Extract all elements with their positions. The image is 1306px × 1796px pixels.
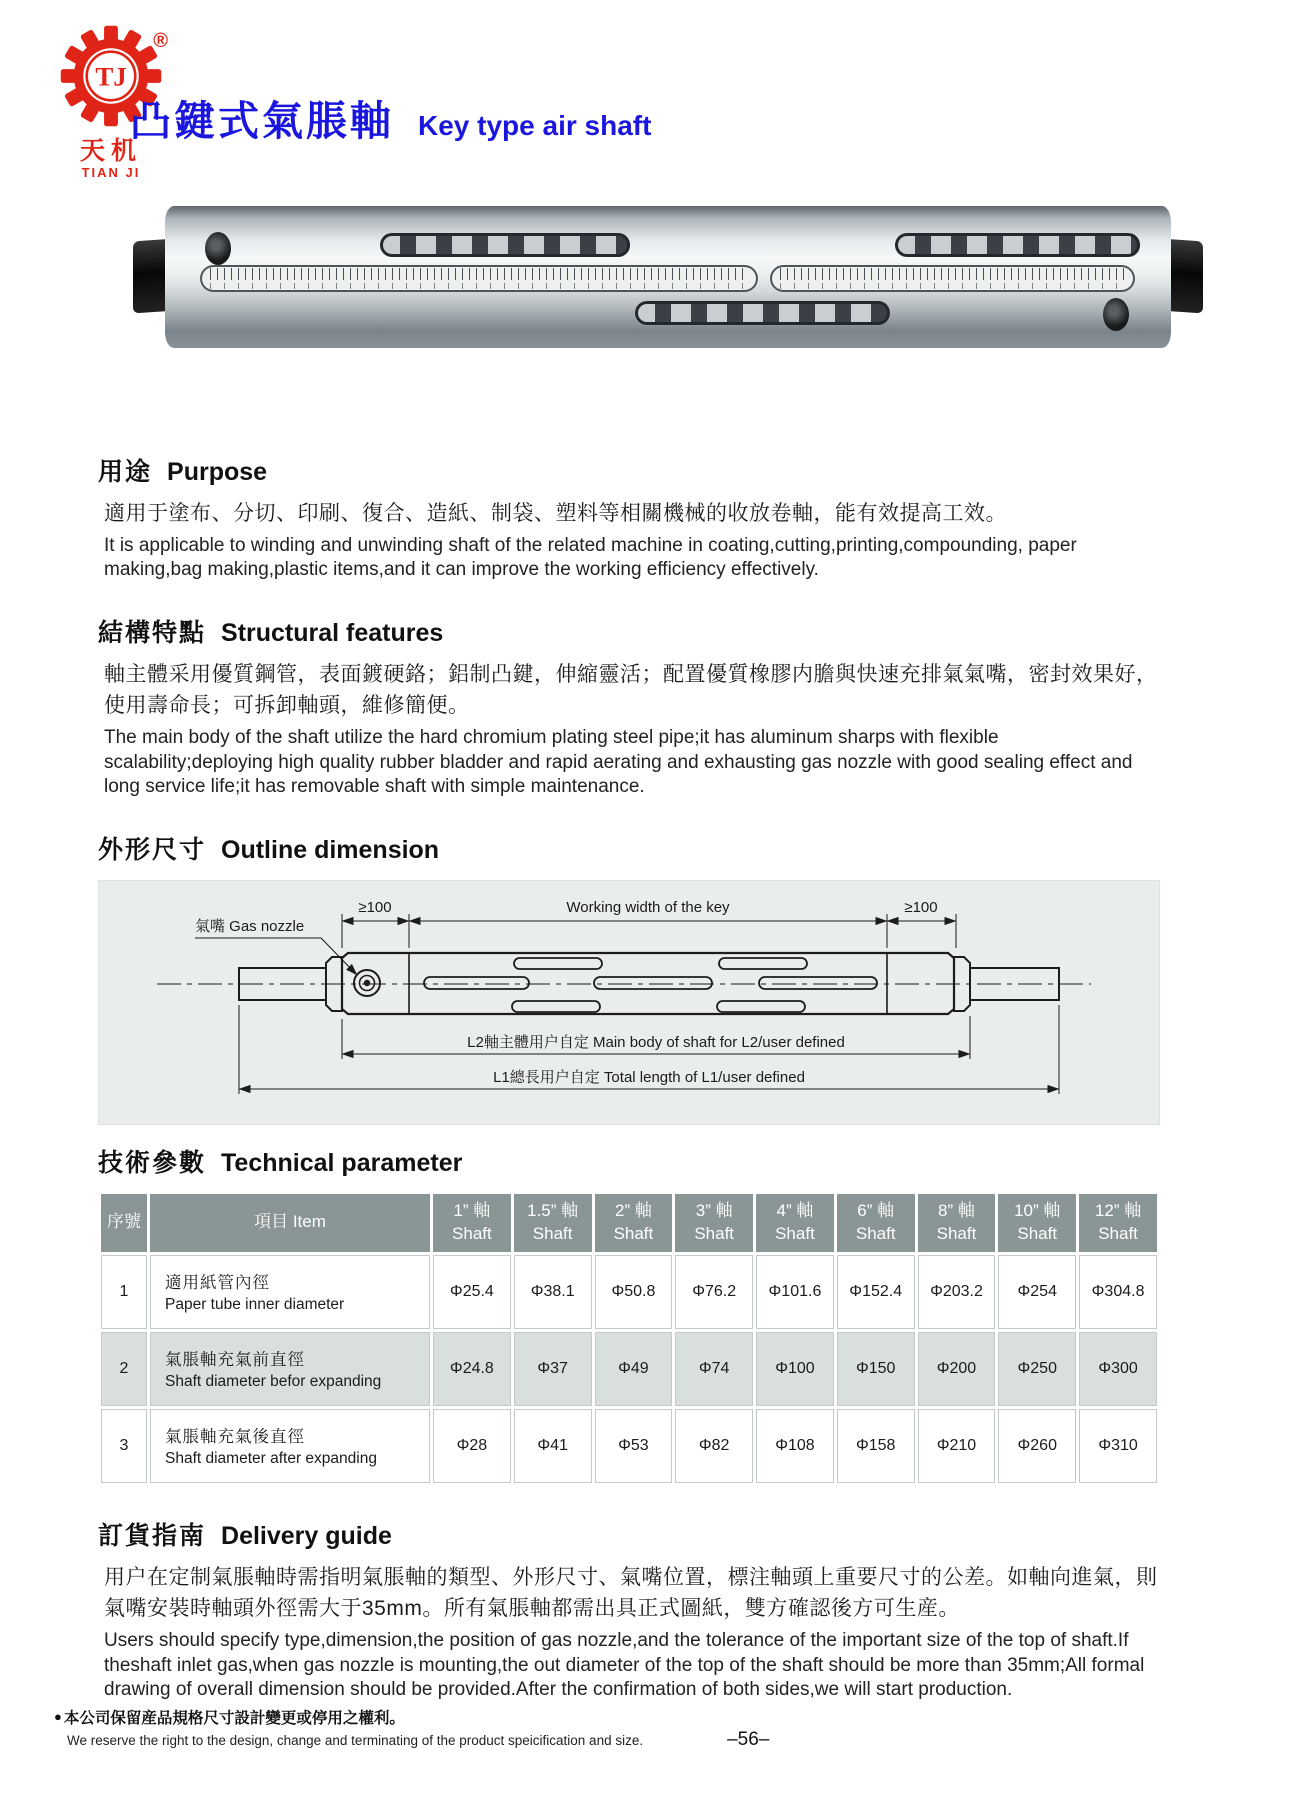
footer-note-cn — [54, 1706, 1264, 1728]
delivery-heading-cn: 訂貨指南 — [98, 1521, 207, 1550]
technical-heading-cn: 技術參數 — [98, 1148, 207, 1177]
column-header-shaft-4: 3” 軸 Shaft — [675, 1194, 753, 1252]
section-heading-structural — [98, 613, 1208, 649]
page-number: –56– — [727, 1729, 770, 1750]
cell-value: Φ150 — [837, 1332, 915, 1406]
page-title-en: Key type air shaft — [418, 110, 652, 141]
dim-left-label: ≥100 — [358, 898, 392, 916]
purpose-body-en: It is applicable to winding and unwinding shaft of the related machine in coating,cutting,printing,compounding, paper making,bag making,plastic items,and it can improve the working efficiency effectively. — [104, 534, 1077, 581]
dim-right-label: ≥100 — [904, 898, 938, 916]
key-strip — [635, 301, 890, 325]
cell-value: Φ310 — [1079, 1409, 1157, 1483]
footer-note-cn-text: 本公司保留産品規格尺寸設計變更或停用之權利。 — [63, 1710, 405, 1727]
shaft-cylinder — [165, 206, 1171, 348]
column-header-shaft-2: 1.5” 軸 Shaft — [514, 1194, 592, 1252]
dimension-lines — [239, 921, 1059, 1089]
key-strip — [380, 233, 630, 257]
gas-nozzle-hole — [205, 232, 231, 265]
purpose-heading-en: Purpose — [167, 458, 268, 486]
registered-trademark-icon: ® — [153, 30, 168, 52]
page-footer — [54, 1706, 1264, 1751]
page-title-cn: 凸鍵式氣脹軸 — [130, 98, 394, 144]
cell-row-number: 2 — [101, 1332, 147, 1406]
table-header-row — [101, 1194, 1157, 1252]
section-heading-technical — [98, 1143, 1208, 1179]
cell-item: 氣脹軸充氣前直徑 Shaft diameter befor expanding — [150, 1332, 430, 1406]
cell-value: Φ49 — [595, 1332, 673, 1406]
column-header-no: 序號 — [101, 1194, 147, 1252]
column-header-shaft-8: 10” 軸 Shaft — [998, 1194, 1076, 1252]
footer-note-en: We reserve the right to the design, change and terminating of the product speicification and size. — [67, 1733, 644, 1748]
cell-value: Φ260 — [998, 1409, 1076, 1483]
column-header-shaft-1: 1” 軸 Shaft — [433, 1194, 511, 1252]
cell-value: Φ304.8 — [1079, 1255, 1157, 1329]
cell-item: 適用紙管內徑 Paper tube inner diameter — [150, 1255, 430, 1329]
cell-value: Φ53 — [595, 1409, 673, 1483]
cell-value: Φ24.8 — [433, 1332, 511, 1406]
cell-value: Φ210 — [918, 1409, 996, 1483]
product-photo — [133, 206, 1203, 348]
gas-nozzle-label: 氣嘴 Gas nozzle — [195, 917, 305, 935]
cell-value: Φ38.1 — [514, 1255, 592, 1329]
section-heading-outline — [98, 830, 1208, 866]
column-header-shaft-6: 6” 軸 Shaft — [837, 1194, 915, 1252]
logo-monogram: TJ — [95, 61, 127, 92]
section-heading-delivery — [98, 1516, 1208, 1552]
column-header-shaft-9: 12” 軸 Shaft — [1079, 1194, 1157, 1252]
technical-heading-en: Technical parameter — [221, 1148, 463, 1177]
column-header-shaft-5: 4” 軸 Shaft — [756, 1194, 834, 1252]
key-strip — [895, 233, 1140, 257]
delivery-body-cn: 用户在定制氣脹軸時需指明氣脹軸的類型、外形尺寸、氣嘴位置，標注軸頭上重要尺寸的公差。如軸向進氣，則氣嘴安裝時軸頭外徑需大于35mm。所有氣脹軸都需出具正式圖紙，雙方確認後方可生産。 — [104, 1565, 1158, 1621]
cell-value: Φ158 — [837, 1409, 915, 1483]
cell-value: Φ152.4 — [837, 1255, 915, 1329]
outline-heading-cn: 外形尺寸 — [98, 835, 207, 864]
bullet-icon: ● — [54, 1709, 62, 1724]
brand-name-en: TIAN JI — [81, 165, 141, 180]
delivery-heading-en: Delivery guide — [221, 1521, 392, 1550]
section-heading-purpose — [98, 452, 1208, 488]
table-row — [101, 1255, 1157, 1329]
cell-value: Φ74 — [675, 1332, 753, 1406]
ruler-slot — [770, 265, 1135, 292]
technical-parameter-table — [98, 1191, 1160, 1486]
cell-value: Φ100 — [756, 1332, 834, 1406]
ruler-slot — [200, 265, 758, 292]
dimension-extensions — [239, 914, 1059, 1094]
column-header-shaft-3: 2” 軸 Shaft — [595, 1194, 673, 1252]
structural-body-en: The main body of the shaft utilize the hard chromium plating steel pipe;it has aluminum sharps with flexible scalability;deploying high quality rubber bladder and rapid aerating and exhausting gas nozzle with good sealing effect and long service life;it has removable shaft with simple maintenance. — [104, 726, 1133, 798]
cell-item: 氣脹軸充氣後直徑 Shaft diameter after expanding — [150, 1409, 430, 1483]
structural-heading-en: Structural features — [221, 618, 444, 647]
page-title — [130, 88, 651, 147]
cell-row-number: 3 — [101, 1409, 147, 1483]
cell-value: Φ76.2 — [675, 1255, 753, 1329]
purpose-body-cn: 適用于塗布、分切、印刷、復合、造紙、制袋、塑料等相關機械的收放卷軸，能有效提高工效。 — [104, 502, 1007, 525]
cell-value: Φ254 — [998, 1255, 1076, 1329]
cell-value: Φ250 — [998, 1332, 1076, 1406]
gas-nozzle-hole — [1103, 298, 1129, 331]
cell-value: Φ41 — [514, 1409, 592, 1483]
gas-nozzle-center — [364, 980, 370, 986]
cell-value: Φ28 — [433, 1409, 511, 1483]
structural-heading-cn: 結構特點 — [98, 618, 207, 647]
brand-name-cn: 天机 — [79, 138, 142, 165]
table-row — [101, 1332, 1157, 1406]
outline-dimension-diagram — [98, 880, 1160, 1125]
cell-value: Φ203.2 — [918, 1255, 996, 1329]
structural-body-cn: 軸主體采用優質鋼管，表面鍍硬鉻；鋁制凸鍵，伸縮靈活；配置優質橡膠内膽與快速充排氣氣嘴，密封效果好，使用壽命長；可拆卸軸頭，維修簡便。 — [104, 662, 1158, 718]
dim-center-label: Working width of the key — [566, 898, 730, 916]
table-row — [101, 1409, 1157, 1483]
dim-l2-label: L2軸主體用户自定 Main body of shaft for L2/user defined — [467, 1033, 845, 1051]
cell-value: Φ108 — [756, 1409, 834, 1483]
cell-value: Φ37 — [514, 1332, 592, 1406]
cell-value: Φ50.8 — [595, 1255, 673, 1329]
outline-heading-en: Outline dimension — [221, 835, 440, 864]
purpose-heading-cn: 用途 — [98, 458, 153, 486]
cell-value: Φ82 — [675, 1409, 753, 1483]
cell-value: Φ25.4 — [433, 1255, 511, 1329]
cell-row-number: 1 — [101, 1255, 147, 1329]
dim-l1-label: L1總長用户自定 Total length of L1/user defined — [493, 1068, 805, 1086]
cell-value: Φ200 — [918, 1332, 996, 1406]
column-header-item: 項目 Item — [150, 1194, 430, 1252]
key-slots — [424, 958, 877, 1012]
column-header-shaft-7: 8” 軸 Shaft — [918, 1194, 996, 1252]
delivery-body-en: Users should specify type,dimension,the position of gas nozzle,and the tolerance of the important size of the top of shaft.If theshaft inlet gas,when gas nozzle is mounting,the out diameter of the top of the shaft should be more than 35mm;All formal drawing of overall dimension should be provided.After the confirmation of both sides,we will start production. — [104, 1629, 1145, 1701]
cell-value: Φ101.6 — [756, 1255, 834, 1329]
cell-value: Φ300 — [1079, 1332, 1157, 1406]
